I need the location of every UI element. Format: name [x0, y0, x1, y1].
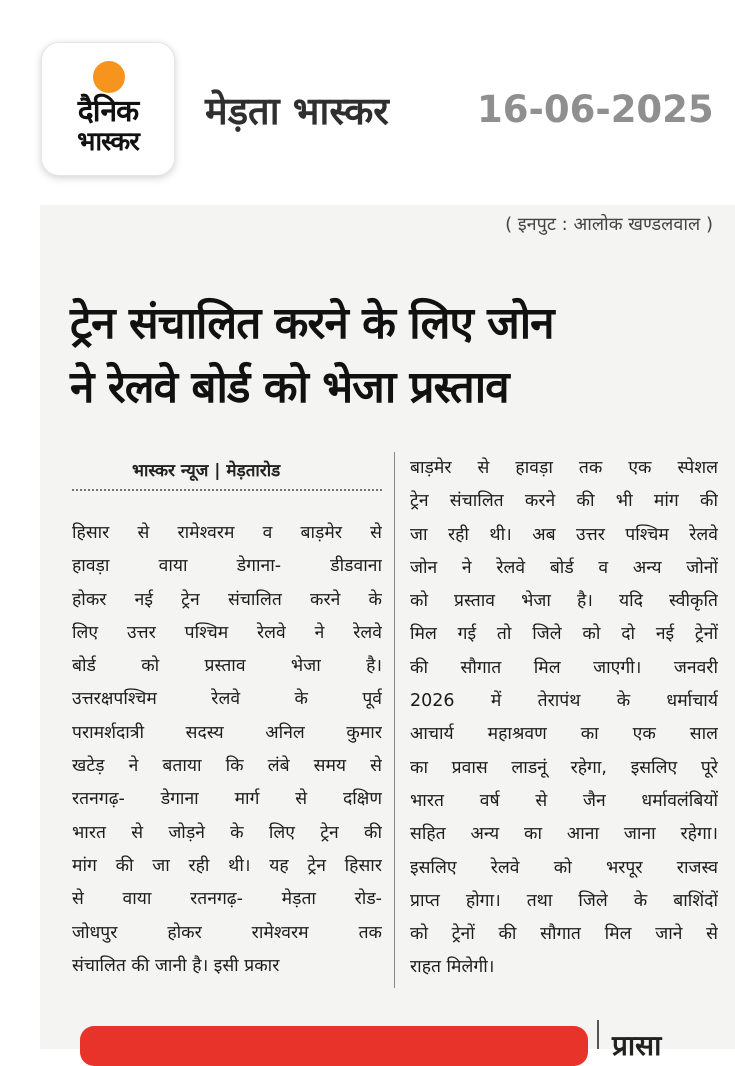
- sun-icon: [93, 61, 125, 93]
- byline: भास्कर न्यूज | मेड़तारोड: [132, 461, 281, 481]
- article-text-line: भारत वर्ष से जैन धर्मावलंबियों: [410, 790, 718, 811]
- article-text-line: का प्रवास लाडनूं रहेगा, इसलिए पूरे: [410, 757, 718, 778]
- article-text-line: हावड़ा वाया डेगाना- डीडवाना: [72, 556, 382, 577]
- article-text-line: संचालित की जानी है। इसी प्रकार: [72, 955, 280, 976]
- article-text-line: परामर्शदात्री सदस्य अनिल कुमार: [72, 722, 382, 743]
- article-text-line: बाड़मेर से हावड़ा तक एक स्पेशल: [410, 458, 718, 478]
- article-text-line: होकर नई ट्रेन संचालित करने के: [72, 589, 382, 610]
- column-divider: [394, 452, 395, 988]
- article-text-line: सहित अन्य का आना जाना रहेगा।: [410, 824, 718, 845]
- article-text-line: जोन ने रेलवे बोर्ड व अन्य जोनों: [410, 557, 718, 578]
- dainik-bhaskar-logo: [41, 42, 175, 176]
- article-text-line: की सौगात मिल जाएगी। जनवरी: [410, 657, 718, 678]
- logo-line2: भास्कर: [77, 127, 139, 157]
- next-heading-fragment: प्रासा: [612, 1029, 662, 1062]
- article-text-line: प्राप्त होगा। तथा जिले के बाशिंदों: [410, 890, 718, 911]
- article-text-line: आचार्य महाश्रवण का एक साल: [410, 724, 718, 745]
- article-text-line: 2026 में तेरापंथ के धर्माचार्य: [410, 691, 718, 712]
- edition-title: मेड़ता भास्कर: [205, 89, 389, 133]
- article-text-line: राहत मिलेगी।: [410, 957, 495, 978]
- article-column-2: [410, 452, 718, 985]
- headline-line2: ने रेलवे बोर्ड को भेजा प्रस्ताव: [70, 362, 509, 413]
- article-text-line: उत्तरक्षपश्चिम रेलवे के पूर्व: [72, 689, 382, 710]
- next-column-divider: [597, 1020, 599, 1049]
- article-headline: [70, 292, 700, 420]
- article-text-line: खटेड़ ने बताया कि लंबे समय से: [72, 756, 382, 777]
- next-article-red-banner: [80, 1026, 588, 1066]
- article-text-line: इसलिए रेलवे को भरपूर राजस्व: [410, 857, 718, 878]
- article-text-line: जा रही थी। अब उत्तर पश्चिम रेलवे: [410, 524, 718, 545]
- article-text-line: मिल गई तो जिले को दो नई ट्रेनों: [410, 624, 718, 645]
- logo-line1: दैनिक: [77, 94, 139, 129]
- headline-line1: ट्रेन संचालित करने के लिए जोन: [70, 298, 554, 349]
- article-text-line: मांग की जा रही थी। यह ट्रेन हिसार: [72, 855, 382, 876]
- input-credit: ( इनपुट : आलोक खण्डलवाल ): [505, 214, 713, 235]
- article-text-line: भारत से जोड़ने के लिए ट्रेन की: [72, 822, 382, 843]
- article-text-line: जोधपुर होकर रामेश्वरम तक: [72, 922, 382, 943]
- article-column-1: [72, 517, 382, 983]
- article-text-line: को ट्रेनों की सौगात मिल जाने से: [410, 924, 718, 945]
- article-text-line: हिसार से रामेश्वरम व बाड़मेर से: [72, 523, 382, 543]
- article-text-line: से वाया रतनगढ़- मेड़ता रोड-: [72, 889, 382, 910]
- dotted-separator: [72, 489, 382, 491]
- article-text-line: बोर्ड को प्रस्ताव भेजा है।: [72, 656, 382, 677]
- edition-date: 16-06-2025: [477, 88, 714, 131]
- article-text-line: ट्रेन संचालित करने की भी मांग की: [410, 491, 718, 512]
- article-text-line: को प्रस्ताव भेजा है। यदि स्वीकृति: [410, 591, 718, 612]
- article-text-line: लिए उत्तर पश्चिम रेलवे ने रेलवे: [72, 622, 382, 643]
- article-text-line: रतनगढ़- डेगाना मार्ग से दक्षिण: [72, 789, 382, 810]
